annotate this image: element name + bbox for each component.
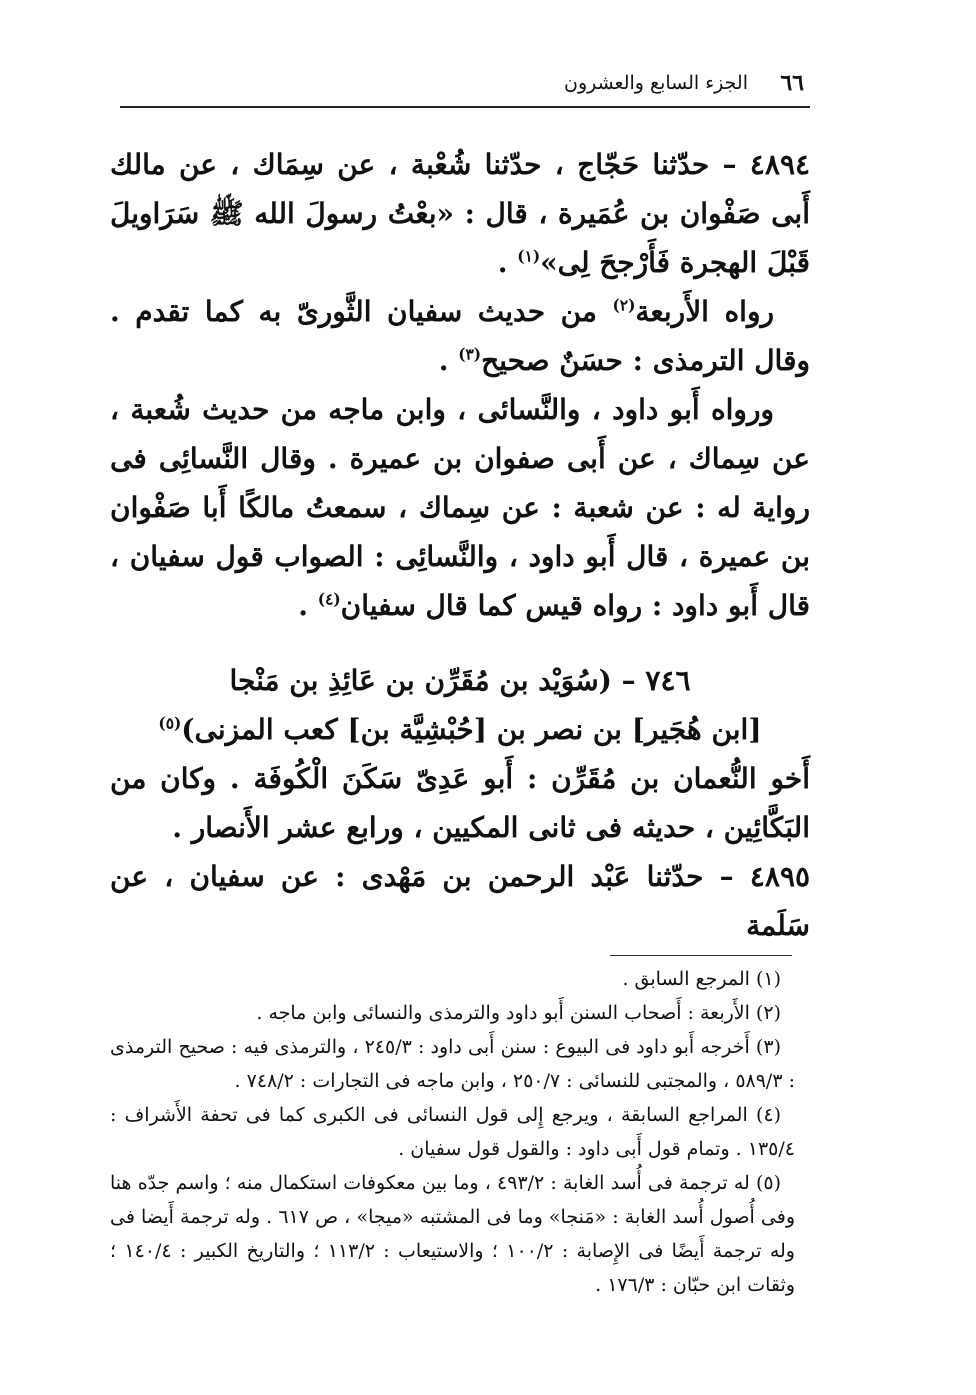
hadith-4894 bbox=[110, 140, 810, 287]
main-text bbox=[110, 140, 810, 950]
commentary-text: ورواه أَبو داود ، والنَّسائى ، وابن ماجه من حديث شُعبة ، عن سِماك ، عن أَبى صفوان بن عميرة . وقال النَّسائِى فى رواية له : عن شعبة : عن سِماك ، سمعتُ مالكًا أَبا صَفْوان بن عميرة ، قال أَبو داود ، والنَّسائِى : الصواب قول سفيان ، قال أَبو داود : رواه قيس كما قال سفيان bbox=[110, 393, 810, 622]
footnote-ref: (٥) bbox=[158, 714, 182, 733]
footnotes bbox=[110, 962, 795, 1302]
commentary-text: رواه الأَربعة bbox=[635, 295, 774, 328]
punctuation: . bbox=[497, 246, 518, 279]
footnote-ref: (٤) bbox=[317, 590, 341, 609]
footnotes-divider bbox=[610, 955, 792, 956]
footnote-3: (٣) أَخرجه أَبو داود فى البيوع : سنن أَبى داود : ٢٤٥/٣ ، والترمذى فيه : صحيح الترمذى : ٥٨٩/٣ ، والمجتبى للنسائى : ٢٥٠/٧ ، وابن ماجه فى التجارات : ٧٤٨/٢ . bbox=[110, 1036, 795, 1092]
footnote-5: (٥) له ترجمة فى أُسد الغابة : ٤٩٣/٢ ، وما بين معكوفات استكمال منه ؛ واسم جدّه هنا وفى أُصول أُسد الغابة : «مَنجا» وما فى المشتبه «ميجا» ، ص ٦١٧ . وله ترجمة أَيضا فى وله ترجمة أَيضًا فى الإِصابة : ١٠٠/٢ ؛ والاستيعاب : ١١٣/٢ ؛ والتاريخ الكبير : ١٤٠/٤ ؛ وثقات ابن حبّان : ١٧٦/٣ . bbox=[110, 1172, 796, 1296]
footnote-4: (٤) المراجع السابقة ، ويرجع إِلى قول النسائى فى الكبرى كما فى تحفة الأَشراف : ١٣٥/٤ . وتمام قول أَبى داود : والقول قول سفيان . bbox=[110, 1104, 795, 1160]
running-title: الجزء السابع والعشرون bbox=[563, 72, 748, 94]
footnote-ref: (١) bbox=[517, 247, 541, 266]
page-number: ٦٦ bbox=[780, 70, 804, 96]
biography-title: ٧٤٦ – (سُوَيْد بن مُقَرِّن بن عَائِذِ بن مَنْجا bbox=[229, 664, 691, 697]
biography-subtitle-text: [ابن هُجَير] بن نصر بن [حُبْشِيَّة بن] كعب المزنى) bbox=[181, 713, 762, 746]
hadith-text: حدّثنا عَبْد الرحمن بن مَهْدى : عن سفيان ، عن سَلَمة bbox=[110, 860, 810, 942]
footnote-ref: (٣) bbox=[458, 345, 482, 364]
page-header bbox=[120, 62, 810, 108]
punctuation: . bbox=[438, 344, 459, 377]
footnote-2: (٢) الأَربعة : أَصحاب السنن أَبو داود والترمذى والنسائى وابن ماجه . bbox=[256, 1002, 781, 1024]
biography-subtitle bbox=[110, 705, 810, 754]
hadith-number: ٤٨٩٤ – bbox=[722, 148, 811, 181]
biography-text: أَخو النُّعمان بن مُقَرِّن : أَبو عَدِىّ سَكَنَ الْكُوفَة . وكان من البَكَّائِين ، حديثه فى ثانى المكيين ، ورابع عشر الأَنصار . bbox=[110, 762, 810, 844]
commentary-paragraph bbox=[110, 287, 810, 385]
hadith-4895 bbox=[110, 852, 810, 950]
commentary-text: من حديث سفيان الثَّورىّ به كما تقدم . وقال الترمذى : حسَنٌ صحيح bbox=[110, 295, 810, 377]
hadith-text: حدّثنا حَجّاج ، حدّثنا شُعْبة ، عن سِمَاك ، عن مالك أَبى صَفْوان بن عُمَيرة ، قال : «بعْتُ رسولَ الله ﷺ سَرَاويلَ قَبْلَ الهجرة فَأَرْجحَ لِى» bbox=[110, 148, 810, 279]
footnote-1: (١) المرجع السابق . bbox=[622, 968, 781, 990]
punctuation: . bbox=[298, 589, 318, 622]
spacer bbox=[110, 630, 810, 656]
hadith-number: ٤٨٩٥ – bbox=[719, 860, 811, 893]
commentary-paragraph bbox=[110, 385, 810, 630]
footnote-ref: (٢) bbox=[612, 296, 636, 315]
